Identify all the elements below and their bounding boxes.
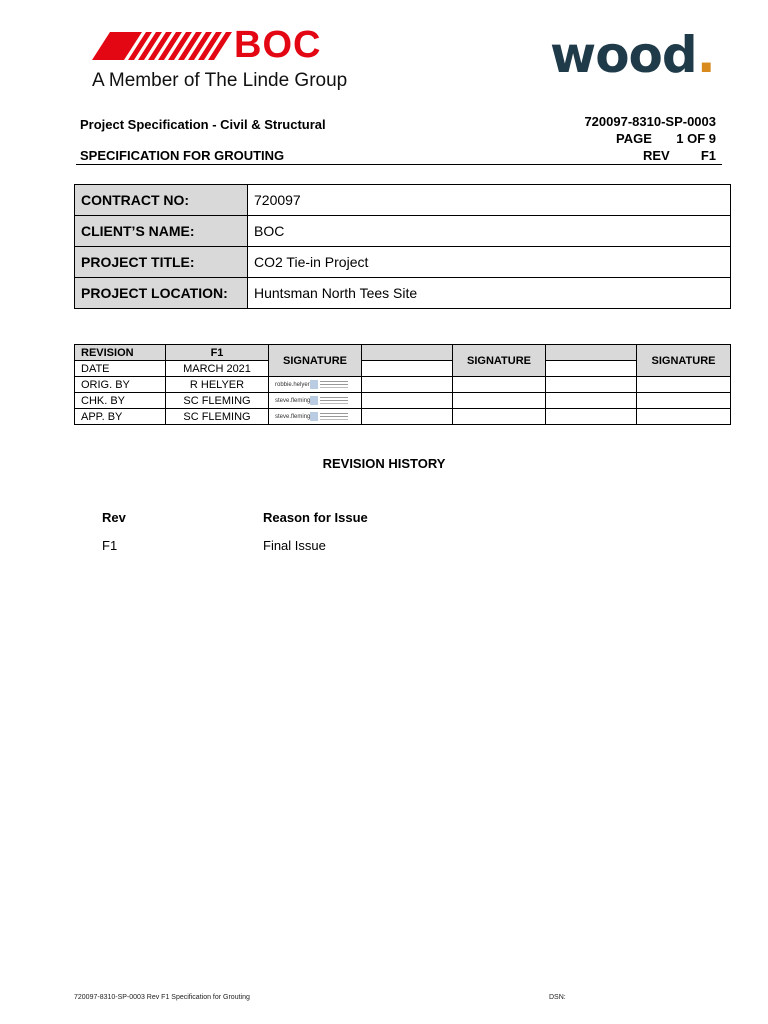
contract-info-table: [74, 184, 731, 309]
wood-logo: [550, 26, 715, 84]
info-label: PROJECT LOCATION:: [75, 278, 248, 309]
rev-row-value: F1: [166, 345, 269, 361]
empty-cell: [362, 345, 453, 361]
empty-cell: [362, 409, 453, 425]
info-label: PROJECT TITLE:: [75, 247, 248, 278]
history-rev: F1: [102, 538, 118, 553]
signature-header: SIGNATURE: [453, 345, 546, 377]
digital-signature-icon: [310, 396, 348, 406]
empty-cell: [546, 377, 637, 393]
signature-name: robbie.helyer: [275, 381, 310, 388]
rev-row-value: R HELYER: [166, 377, 269, 393]
spec-title: SPECIFICATION FOR GROUTING: [80, 148, 285, 163]
signature-cell: [269, 377, 362, 393]
rev-row-value: MARCH 2021: [166, 361, 269, 377]
rev-indicator: [643, 148, 716, 163]
doc-number: 720097-8310-SP-0003: [584, 114, 716, 129]
boc-wordmark: BOC: [234, 24, 322, 66]
signature-cell: [269, 409, 362, 425]
revision-table: [74, 344, 731, 425]
empty-cell: [546, 393, 637, 409]
empty-cell: [362, 361, 453, 377]
table-row: [75, 247, 731, 278]
info-label: CLIENT’S NAME:: [75, 216, 248, 247]
table-row: [75, 345, 731, 361]
history-reason: Final Issue: [263, 538, 326, 553]
rev-row-label: ORIG. BY: [75, 377, 166, 393]
footer-doc-ref: 720097-8310-SP-0003 Rev F1 Specification for Grouting: [74, 994, 250, 1001]
table-row: [75, 278, 731, 309]
table-row: [75, 185, 731, 216]
info-label: CONTRACT NO:: [75, 185, 248, 216]
spec-type: Project Specification - Civil & Structural: [80, 117, 326, 132]
boc-logo: [82, 24, 362, 98]
empty-cell: [453, 409, 546, 425]
empty-cell: [453, 393, 546, 409]
signature-header: SIGNATURE: [637, 345, 731, 377]
table-row: [75, 361, 731, 377]
rev-row-value: SC FLEMING: [166, 409, 269, 425]
revision-history-title: REVISION HISTORY: [322, 456, 446, 471]
table-row: [75, 216, 731, 247]
signature-header: SIGNATURE: [269, 345, 362, 377]
signature-name: steve.fleming: [275, 413, 311, 420]
footer-dsn: DSN:: [549, 994, 566, 1001]
rev-row-label: DATE: [75, 361, 166, 377]
info-value: Huntsman North Tees Site: [248, 278, 731, 309]
empty-cell: [546, 345, 637, 361]
empty-cell: [637, 393, 731, 409]
boc-tagline: A Member of The Linde Group: [92, 70, 348, 91]
rev-row-label: REVISION: [75, 345, 166, 361]
rev-label: REV: [643, 148, 670, 163]
rev-row-label: CHK. BY: [75, 393, 166, 409]
header-divider: [76, 164, 722, 165]
reason-column-header: Reason for Issue: [263, 510, 368, 525]
info-value: CO2 Tie-in Project: [248, 247, 731, 278]
page-label: PAGE: [616, 131, 652, 146]
rev-value: F1: [700, 148, 716, 163]
table-row: [75, 409, 731, 425]
rev-row-value: SC FLEMING: [166, 393, 269, 409]
rev-row-label: APP. BY: [75, 409, 166, 425]
info-value: BOC: [248, 216, 731, 247]
info-value: 720097: [248, 185, 731, 216]
empty-cell: [362, 393, 453, 409]
wood-wordmark: wood: [550, 26, 697, 84]
empty-cell: [637, 377, 731, 393]
table-row: [75, 377, 731, 393]
signature-cell: [269, 393, 362, 409]
wood-dot: .: [696, 26, 715, 84]
empty-cell: [546, 409, 637, 425]
digital-signature-icon: [310, 380, 348, 390]
empty-cell: [453, 377, 546, 393]
empty-cell: [546, 361, 637, 377]
page-value: 1 OF 9: [676, 131, 716, 146]
table-row: [75, 393, 731, 409]
boc-slashes-icon: [82, 32, 232, 60]
digital-signature-icon: [310, 412, 348, 422]
rev-column-header: Rev: [102, 510, 126, 525]
signature-name: steve.fleming: [275, 397, 311, 404]
empty-cell: [637, 409, 731, 425]
page-indicator: [616, 131, 716, 146]
empty-cell: [362, 377, 453, 393]
